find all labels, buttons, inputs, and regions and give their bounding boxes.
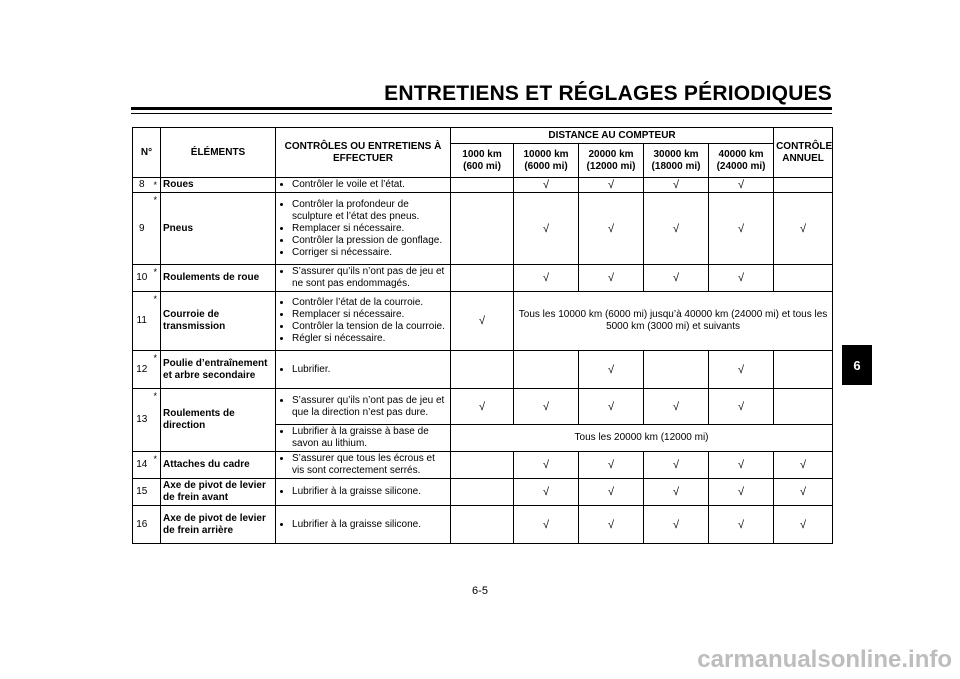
table-cell: Poulie d’entraînement et arbre secondaire — [161, 351, 276, 389]
header-items: ÉLÉMENTS — [161, 128, 276, 178]
table-cell: * — [151, 351, 161, 389]
action-item: • Lubrifier à la graisse silicone. — [292, 519, 448, 531]
action-item: • Contrôler la profondeur de sculpture et l’état des pneus. — [292, 199, 448, 223]
table-cell: Courroie de transmission — [161, 292, 276, 351]
table-row — [133, 193, 833, 265]
header-interval — [709, 144, 774, 178]
check-mark: √ — [514, 479, 579, 506]
table-cell: 15 — [133, 479, 151, 506]
table-cell: * — [151, 265, 161, 292]
check-mark: √ — [709, 351, 774, 389]
check-mark: √ — [709, 178, 774, 193]
table-cell: Roulements de roue — [161, 265, 276, 292]
action-item: • S’assurer qu’ils n’ont pas de jeu et que la direction n’est pas dure. — [292, 395, 448, 419]
page-title: ENTRETIENS ET RÉGLAGES PÉRIODIQUES — [384, 82, 832, 105]
table-cell: 14 — [133, 452, 151, 479]
action-item: • Contrôler la tension de la courroie. — [292, 321, 448, 333]
maintenance-table — [132, 127, 833, 544]
check-mark: √ — [644, 452, 709, 479]
header-actions: CONTRÔLES OU ENTRETIENS À EFFECTUER — [276, 128, 451, 178]
table-cell — [151, 479, 161, 506]
check-mark: √ — [709, 506, 774, 544]
header-annual: CONTRÔLE ANNUEL — [774, 128, 833, 178]
table-cell: * — [151, 452, 161, 479]
table-cell — [276, 479, 451, 506]
check-mark: √ — [644, 389, 709, 425]
table-cell: 8 — [133, 178, 151, 193]
table-cell: * — [151, 193, 161, 265]
table-row — [133, 479, 833, 506]
interval-label: (12000 mi) — [586, 160, 636, 172]
check-mark: √ — [514, 265, 579, 292]
interval-label: (24000 mi) — [716, 160, 766, 172]
table-cell: * — [151, 178, 161, 193]
table-cell: 11 — [133, 292, 151, 351]
interval-note: Tous les 20000 km (12000 mi) — [451, 425, 833, 452]
table-cell — [276, 452, 451, 479]
table-cell — [774, 265, 833, 292]
watermark: carmanualsonline.info — [697, 646, 952, 673]
check-mark: √ — [709, 389, 774, 425]
check-mark: √ — [579, 265, 644, 292]
table-cell: Roues — [161, 178, 276, 193]
check-mark: √ — [709, 193, 774, 265]
check-mark: √ — [644, 479, 709, 506]
table-cell — [451, 178, 514, 193]
check-mark: √ — [579, 193, 644, 265]
table-row — [133, 292, 833, 351]
table-cell: Axe de pivot de levier de frein arrière — [161, 506, 276, 544]
table-cell — [774, 351, 833, 389]
check-mark: √ — [644, 265, 709, 292]
table-cell — [276, 425, 451, 452]
interval-label: 1000 km — [462, 148, 502, 160]
check-mark: √ — [644, 178, 709, 193]
table-row — [133, 265, 833, 292]
table-cell — [276, 265, 451, 292]
header-interval — [514, 144, 579, 178]
check-mark: √ — [451, 389, 514, 425]
check-mark: √ — [774, 452, 833, 479]
table-row — [133, 506, 833, 544]
check-mark: √ — [579, 351, 644, 389]
action-item: • Contrôler le voile et l’état. — [292, 179, 448, 191]
check-mark: √ — [579, 506, 644, 544]
action-item: • Contrôler la pression de gonflage. — [292, 235, 448, 247]
check-mark: √ — [514, 506, 579, 544]
table-cell: Axe de pivot de levier de frein avant — [161, 479, 276, 506]
interval-note: Tous les 10000 km (6000 mi) jusqu’à 40000 km (24000 mi) et tous les 5000 km (3000 mi) et suivants — [514, 292, 833, 351]
page-number: 6-5 — [472, 585, 488, 597]
check-mark: √ — [774, 506, 833, 544]
header-interval — [451, 144, 514, 178]
header-rule-thin — [131, 113, 832, 114]
check-mark: √ — [709, 265, 774, 292]
table-cell: Attaches du cadre — [161, 452, 276, 479]
action-item: • Régler si nécessaire. — [292, 333, 448, 345]
check-mark: √ — [514, 178, 579, 193]
table-cell: Pneus — [161, 193, 276, 265]
table-row — [133, 351, 833, 389]
check-mark: √ — [644, 193, 709, 265]
check-mark: √ — [709, 479, 774, 506]
table-cell — [451, 479, 514, 506]
interval-label: (6000 mi) — [524, 160, 568, 172]
interval-label: (18000 mi) — [651, 160, 701, 172]
action-item: • S’assurer qu’ils n’ont pas de jeu et ne sont pas endommagés. — [292, 266, 448, 290]
header-interval — [644, 144, 709, 178]
table-cell — [276, 506, 451, 544]
table-row — [133, 178, 833, 193]
chapter-tab: 6 — [842, 345, 872, 385]
header-rule-thick — [131, 107, 832, 110]
check-mark: √ — [514, 193, 579, 265]
check-mark: √ — [774, 193, 833, 265]
check-mark: √ — [579, 389, 644, 425]
table-row — [133, 452, 833, 479]
table-cell — [644, 351, 709, 389]
header-interval — [579, 144, 644, 178]
table-cell — [451, 265, 514, 292]
check-mark: √ — [774, 479, 833, 506]
table-cell — [774, 178, 833, 193]
table-cell — [276, 389, 451, 425]
table-cell: 9 — [133, 193, 151, 265]
action-item: • Remplacer si nécessaire. — [292, 309, 448, 321]
table-cell: Roulements de direction — [161, 389, 276, 452]
header-num: N° — [133, 128, 161, 178]
header-distance: DISTANCE AU COMPTEUR — [451, 128, 774, 144]
action-item: • Lubrifier. — [292, 364, 448, 376]
interval-label: 20000 km — [588, 148, 634, 160]
check-mark: √ — [644, 506, 709, 544]
table-cell: * — [151, 389, 161, 452]
interval-label: 10000 km — [523, 148, 569, 160]
table-row — [133, 389, 833, 425]
check-mark: √ — [514, 452, 579, 479]
interval-label: 30000 km — [653, 148, 699, 160]
check-mark: √ — [579, 479, 644, 506]
check-mark: √ — [579, 452, 644, 479]
action-item: • Corriger si nécessaire. — [292, 247, 448, 259]
table-cell: 16 — [133, 506, 151, 544]
action-item: • Contrôler l’état de la courroie. — [292, 297, 448, 309]
action-item: • Remplacer si nécessaire. — [292, 223, 448, 235]
table-cell: 13 — [133, 389, 151, 452]
table-cell — [774, 389, 833, 425]
table-cell — [451, 506, 514, 544]
action-item: • S’assurer que tous les écrous et vis sont correctement serrés. — [292, 453, 448, 477]
interval-label: 40000 km — [718, 148, 764, 160]
action-item: • Lubrifier à la graisse à base de savon au lithium. — [292, 426, 448, 450]
table-cell — [451, 351, 514, 389]
table-cell: 12 — [133, 351, 151, 389]
table-cell — [276, 178, 451, 193]
table-cell — [514, 351, 579, 389]
table-cell — [276, 292, 451, 351]
check-mark: √ — [709, 452, 774, 479]
check-mark: √ — [451, 292, 514, 351]
table-cell — [151, 506, 161, 544]
table-cell — [451, 193, 514, 265]
check-mark: √ — [579, 178, 644, 193]
table-cell — [451, 452, 514, 479]
interval-label: (600 mi) — [463, 160, 501, 172]
table-cell: 10 — [133, 265, 151, 292]
check-mark: √ — [514, 389, 579, 425]
table-cell — [276, 351, 451, 389]
action-item: • Lubrifier à la graisse silicone. — [292, 486, 448, 498]
table-cell — [276, 193, 451, 265]
table-cell: * — [151, 292, 161, 351]
